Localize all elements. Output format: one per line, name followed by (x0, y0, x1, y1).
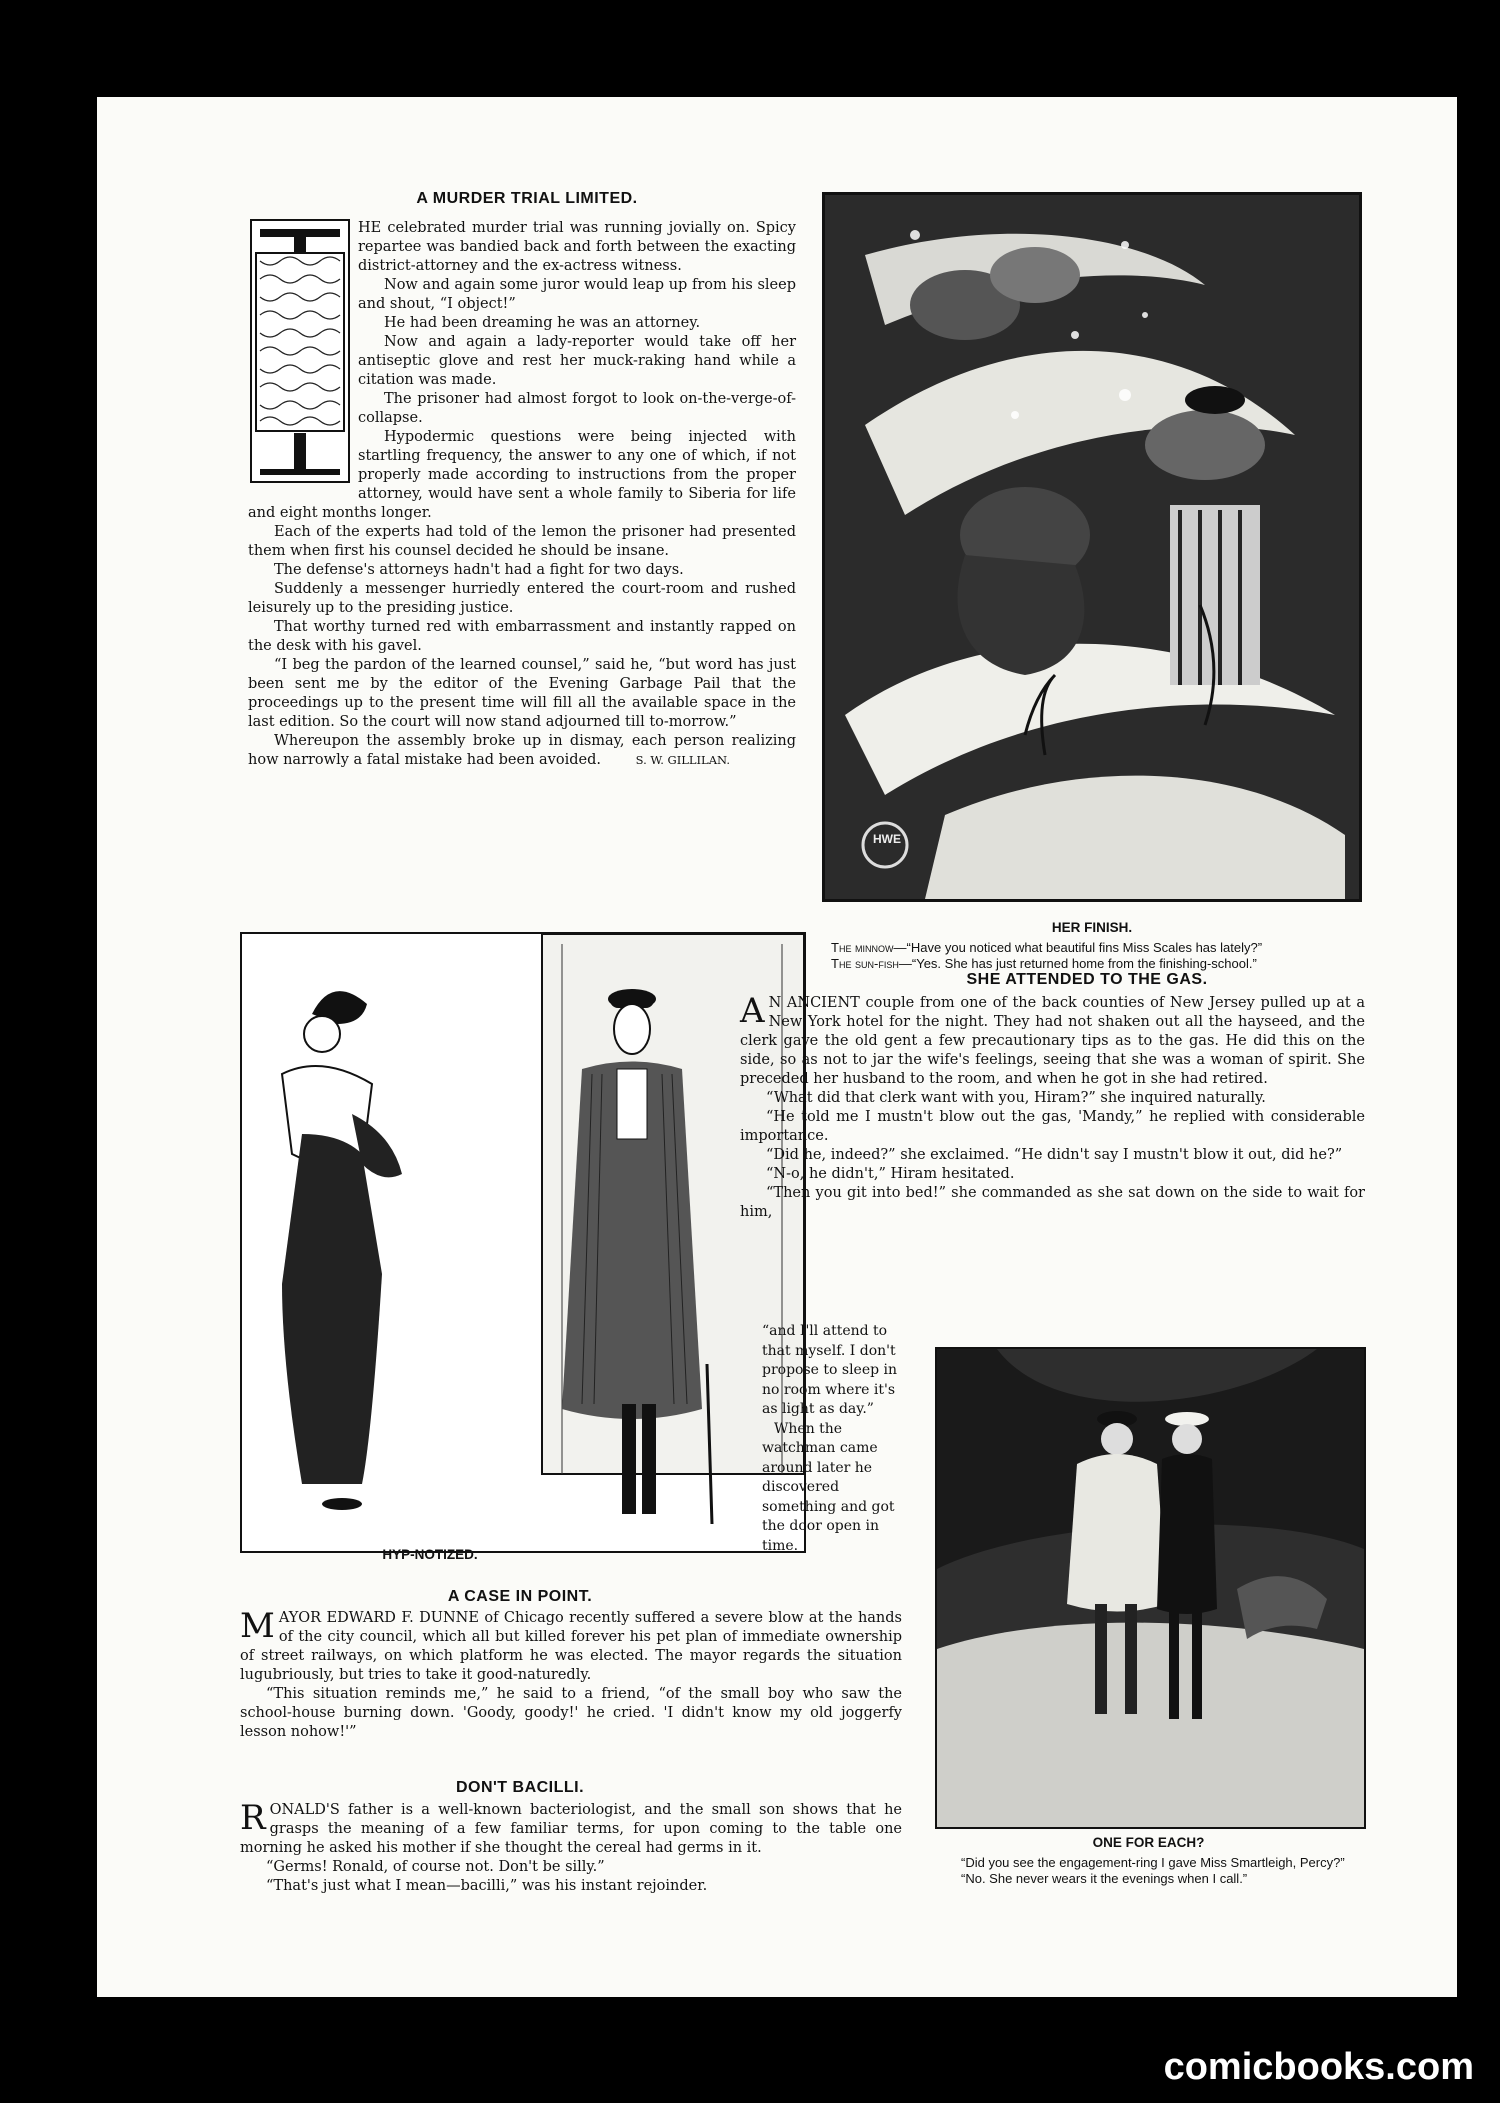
hyp-notized-illustration (240, 932, 806, 1553)
gas-text (740, 991, 1365, 1222)
gas-title: SHE ATTENDED TO THE GAS. (966, 971, 1208, 988)
paragraph: HE celebrated murder trial was running jovially on. Spicy repartee was bandied back and forth between the exacting district-attorney and the ex-actress witness. (358, 220, 796, 274)
paragraph: The prisoner had almost forgot to look on-the-verge-of-collapse. (358, 391, 796, 426)
drop-cap: R (240, 1798, 266, 1838)
her-finish-dialog (805, 940, 1365, 972)
line: “Did you see the engagement-ring I gave Miss Smartleigh, Percy?” (961, 1855, 1345, 1870)
paragraph-text: Whereupon the assembly broke up in dismay, each person realizing how narrowly a fatal mistake had been avoided. (248, 733, 796, 768)
her-finish-title: HER FINISH. (1051, 920, 1133, 935)
paragraph: That worthy turned red with embarrassment and instantly rapped on the desk with his gavel. (248, 619, 796, 654)
paragraph: He had been dreaming he was an attorney. (384, 315, 701, 331)
paragraph-text: AYOR EDWARD F. DUNNE of Chicago recently suffered a severe blow at the hands of the city council, which all but killed forever his pet plan of immediate ownership of street railways, on which platform he was elected. The mayor regards the situation lugubriously, but tries to take it good-naturedly. (240, 1610, 902, 1683)
paragraph: “Then you git into bed!” she commanded as she sat down on the side to wait for him, (740, 1185, 1365, 1220)
murder-trial-title: A MURDER TRIAL LIMITED. (416, 190, 638, 207)
magazine-page (97, 97, 1457, 1997)
paragraph: “N-o, he didn't,” Hiram hesitated. (766, 1166, 1015, 1182)
murder-trial-text (248, 219, 796, 770)
bacilli-title: DON'T BACILLI. (455, 1779, 585, 1796)
paragraph (248, 732, 796, 770)
line: —“Yes. She has just returned home from the finishing-school.” (898, 956, 1257, 971)
drop-cap: M (240, 1606, 275, 1646)
hyp-notized-title: HYP-NOTIZED. (382, 1547, 478, 1562)
case-in-point-text (240, 1606, 902, 1742)
paragraph-text: N ANCIENT couple from one of the back counties of New Jersey pulled up at a New York hotel for the night. They had not shaken out all the hayseed, and the clerk gave the old gent a few precautionary tips as to the gas. He did this on the side, so as not to jar the wife's feelings, seeing that she was a woman of spirit. She preceded her husband to the room, and when he got in she had retired. (740, 995, 1365, 1087)
artist-monogram: HWE (873, 832, 901, 846)
paragraph: “Germs! Ronald, of course not. Don't be silly.” (266, 1859, 605, 1875)
line: “No. She never wears it the evenings when I call.” (961, 1871, 1248, 1886)
one-for-each-title: ONE FOR EACH? (1092, 1835, 1205, 1850)
her-finish-illustration (822, 192, 1362, 902)
watermark: comicbooks.com (1163, 2046, 1474, 2088)
paragraph: “That's just what I mean—bacilli,” was his instant rejoinder. (266, 1878, 708, 1894)
paragraph-text: ONALD'S father is a well-known bacteriologist, and the small son shows that he grasps the meaning of a few familiar terms, for upon coming to the table one morning he asked his mother if she thought the cereal had germs in it. (240, 1802, 902, 1856)
one-for-each-dialog (935, 1855, 1362, 1887)
case-in-point-title: A CASE IN POINT. (447, 1588, 593, 1605)
paragraph: Now and again some juror would leap up from his sleep and shout, “I object!” (358, 277, 796, 312)
paragraph: “I beg the pardon of the learned counsel,” said he, “but word has just been sent me by the editor of the Evening Garbage Pail that the proceedings up to the present time will fill all the available space in the last edition. So the court will now stand adjourned till to-morrow.” (248, 657, 796, 730)
paragraph: “and I'll attend to that myself. I don't propose to sleep in no room where it's as light as day.” (762, 1323, 898, 1417)
one-for-each-illustration (935, 1347, 1366, 1829)
gas-narrow-column (762, 1322, 904, 1556)
paragraph: Now and again a lady-reporter would take off her antiseptic glove and rest her muck-raking hand while a citation was made. (358, 334, 796, 388)
paragraph: “Did he, indeed?” she exclaimed. “He didn't say I mustn't blow it out, did he?” (766, 1147, 1343, 1163)
paragraph: When the watchman came around later he discovered something and got the door open in time. (762, 1420, 895, 1554)
speaker: The sun-fish (831, 956, 899, 971)
byline: S. W. GILLILAN. (635, 753, 730, 767)
paragraph: Hypodermic questions were being injected with startling frequency, the answer to any one of which, if not properly made according to instructions from the proper attorney, would have sent a whole family to Siberia for life and eight months longer. (248, 429, 796, 521)
bacilli-text (240, 1798, 902, 1896)
paragraph: The defense's attorneys hadn't had a fight for two days. (274, 562, 684, 578)
paragraph: Each of the experts had told of the lemon the prisoner had presented them when first his counsel decided he should be insane. (248, 524, 796, 559)
line: —“Have you noticed what beautiful fins Miss Scales has lately?” (893, 940, 1263, 955)
drop-cap: A (740, 991, 765, 1031)
paragraph: “What did that clerk want with you, Hiram?” she inquired naturally. (766, 1090, 1266, 1106)
paragraph: Suddenly a messenger hurriedly entered the court-room and rushed leisurely up to the presiding justice. (248, 581, 796, 616)
paragraph: “He told me I mustn't blow out the gas, 'Mandy,” he replied with considerable importance. (740, 1109, 1365, 1144)
paragraph: “This situation reminds me,” he said to a friend, “of the small boy who saw the school-house burning down. 'Goody, goody!' he cried. 'I didn't know my old joggerfy lesson nohow!'” (240, 1686, 902, 1740)
speaker: The minnow (831, 940, 894, 955)
